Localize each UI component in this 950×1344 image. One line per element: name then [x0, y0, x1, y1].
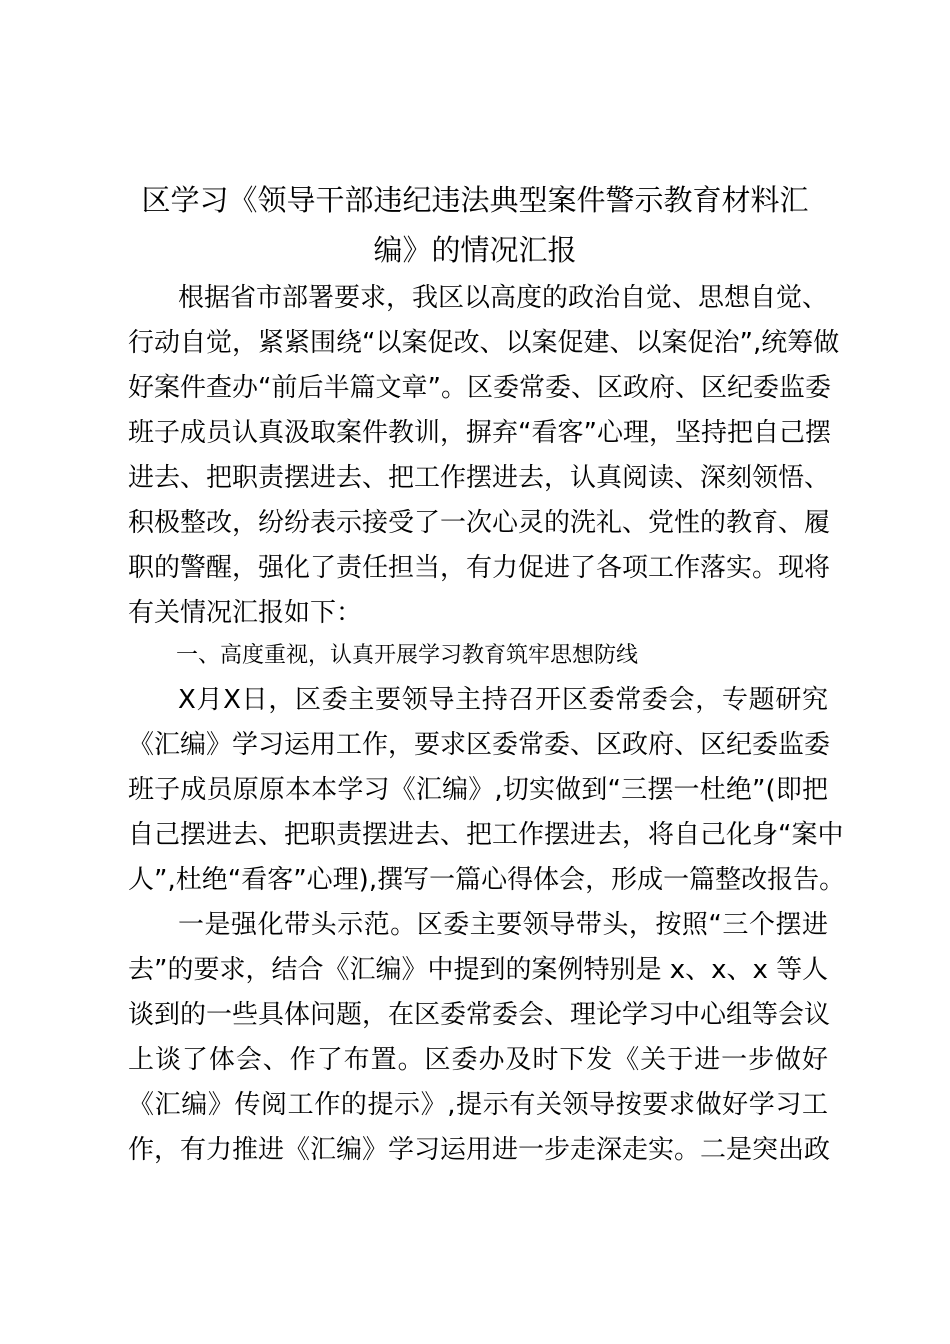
section-1-heading: 一、高度重视，认真开展学习教育筑牢思想防线 [176, 643, 639, 668]
paragraph-3-line-4: 上谈了体会、作了布置。区委办及时下发《关于进一步做好 [128, 1045, 828, 1075]
paragraph-1-line-5: 进去、把职责摆进去、把工作摆进去，认真阅读、深刻领悟、 [128, 463, 831, 493]
paragraph-1-line-7: 职的警醒，强化了责任担当，有力促进了各项工作落实。现将 [128, 553, 831, 583]
paragraph-2-line-5: 人”,杜绝“看客”心理),撰写一篇心得体会，形成一篇整改报告。 [128, 865, 846, 895]
paragraph-1-line-6: 积极整改，纷纷表示接受了一次心灵的洗礼、党性的教育、履 [128, 508, 831, 538]
paragraph-2-line-4: 自己摆进去、把职责摆进去、把工作摆进去，将自己化身“案中 [128, 820, 844, 850]
paragraph-2-line-2: 《汇编》学习运用工作，要求区委常委、区政府、区纪委监委 [128, 730, 831, 760]
paragraph-3-line-5: 《汇编》传阅工作的提示》,提示有关领导按要求做好学习工 [128, 1090, 828, 1120]
paragraph-1-line-2: 行动自觉，紧紧围绕“以案促改、以案促建、以案促治”,统筹做 [128, 328, 840, 358]
paragraph-1-line-4: 班子成员认真汲取案件教训，摒弃“看客”心理，坚持把自己摆 [128, 418, 831, 448]
document-title-line-2: 编》的情况汇报 [373, 233, 577, 267]
paragraph-3-line-1: 一是强化带头示范。区委主要领导带头，按照“三个摆进 [178, 910, 828, 940]
paragraph-3-line-3: 谈到的一些具体问题，在区委常委会、理论学习中心组等会议 [128, 1000, 831, 1030]
paragraph-1-line-1: 根据省市部署要求，我区以高度的政治自觉、思想自觉、 [178, 283, 829, 313]
document-title-line-1: 区学习《领导干部违纪违法典型案件警示教育材料汇 [141, 183, 809, 217]
paragraph-1-line-3: 好案件查办“前后半篇文章”。区委常委、区政府、区纪委监委 [128, 373, 831, 403]
paragraph-2-line-3: 班子成员原原本本学习《汇编》,切实做到“三摆一杜绝”(即把 [128, 775, 828, 805]
paragraph-3-line-2: 去”的要求，结合《汇编》中提到的案例特别是 x、x、x 等人 [128, 955, 829, 985]
paragraph-2-line-1: X月X日，区委主要领导主持召开区委常委会，专题研究 [178, 685, 828, 715]
paragraph-1-line-8: 有关情况汇报如下： [128, 598, 363, 628]
paragraph-3-line-6: 作，有力推进《汇编》学习运用进一步走深走实。二是突出政 [128, 1135, 831, 1165]
